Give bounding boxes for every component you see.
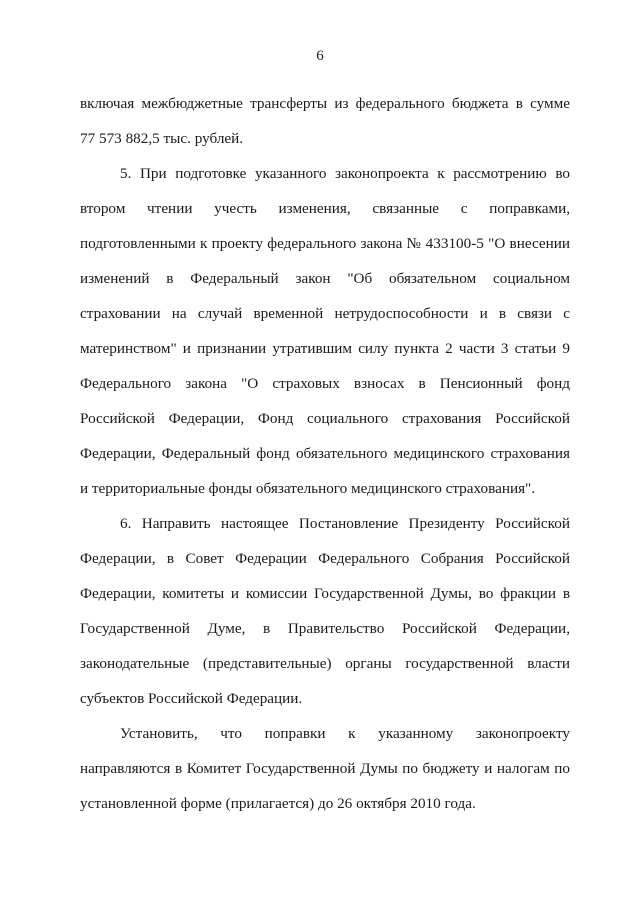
text-line: Установить, что поправки к указанному законопроекту — [120, 725, 570, 742]
text-line: Российской Федерации, Фонд социального страхования Российской — [80, 410, 570, 427]
text-line: Федерального закона "О страховых взносах в Пенсионный фонд — [80, 375, 570, 392]
text-line: Федерации, комитеты и комиссии Государственной Думы, во фракции в — [80, 585, 570, 602]
text-line: 6. Направить настоящее Постановление Президенту Российской — [120, 515, 570, 532]
text-line: Федерации, Федеральный фонд обязательного медицинского страхования — [80, 445, 570, 462]
text-line: установленной форме (прилагается) до 26 октября 2010 года. — [80, 795, 476, 812]
text-line: изменений в Федеральный закон "Об обязательном социальном — [80, 270, 570, 287]
text-line: Федерации, в Совет Федерации Федерального Собрания Российской — [80, 550, 570, 567]
text-line: и территориальные фонды обязательного медицинского страхования". — [80, 480, 536, 497]
text-line: Государственной Думе, в Правительство Российской Федерации, — [80, 620, 570, 637]
text-line: втором чтении учесть изменения, связанные с поправками, — [80, 200, 570, 217]
text-line: включая межбюджетные трансферты из федерального бюджета в сумме — [80, 95, 570, 112]
text-line: направляются в Комитет Государственной Думы по бюджету и налогам по — [80, 760, 570, 777]
text-line: субъектов Российской Федерации. — [80, 690, 303, 707]
text-line: материнством" и признании утратившим силу пункта 2 части 3 статьи 9 — [80, 340, 570, 357]
text-line: страховании на случай временной нетрудоспособности и в связи с — [80, 305, 570, 322]
text-line: законодательные (представительные) органы государственной власти — [80, 655, 570, 672]
text-line: подготовленными к проекту федерального закона № 433100-5 "О внесении — [80, 235, 570, 252]
text-line: 77 573 882,5 тыс. рублей. — [80, 130, 244, 147]
text-line: 5. При подготовке указанного законопроекта к рассмотрению во — [120, 165, 570, 182]
page-number: 6 — [316, 48, 324, 64]
